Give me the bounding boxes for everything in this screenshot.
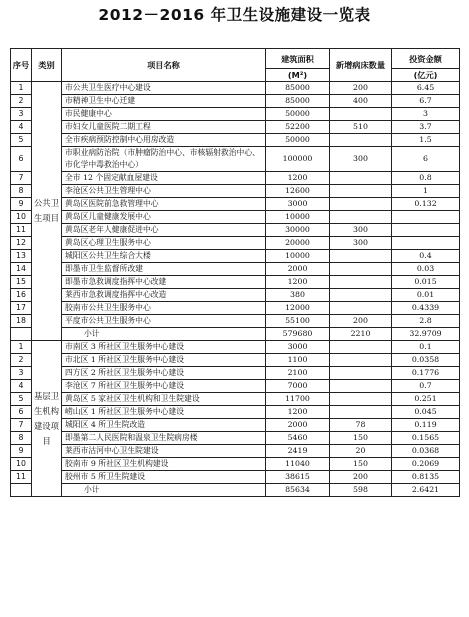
row-invest: 0.8135	[392, 471, 460, 484]
header-seq: 序号	[11, 49, 32, 82]
header-invest: 投资金额	[392, 49, 460, 69]
row-beds: 200	[330, 82, 392, 95]
row-area: 3000	[266, 198, 330, 211]
row-area: 1200	[266, 406, 330, 419]
subtotal-beds: 2210	[330, 328, 392, 341]
row-invest: 0.4	[392, 250, 460, 263]
row-seq: 4	[11, 121, 32, 134]
row-invest: 6.7	[392, 95, 460, 108]
row-invest: 6	[392, 147, 460, 172]
table-row	[11, 302, 460, 315]
row-area: 5460	[266, 432, 330, 445]
table-row	[11, 250, 460, 263]
row-seq: 18	[11, 315, 32, 328]
row-seq: 9	[11, 198, 32, 211]
row-area: 7000	[266, 380, 330, 393]
row-seq: 7	[11, 419, 32, 432]
header-area-unit: (M²)	[266, 69, 330, 82]
row-seq: 4	[11, 380, 32, 393]
table-row	[11, 121, 460, 134]
row-beds: 400	[330, 95, 392, 108]
row-area: 38615	[266, 471, 330, 484]
row-project-name: 胶南市 9 所社区卫生机构建设	[62, 458, 266, 471]
row-seq: 6	[11, 406, 32, 419]
row-project-name: 即墨市急救调度指挥中心改建	[62, 276, 266, 289]
row-area: 380	[266, 289, 330, 302]
table-row	[11, 289, 460, 302]
row-project-name: 胶南市公共卫生服务中心	[62, 302, 266, 315]
subtotal-label: 小计	[62, 484, 266, 497]
row-beds: 300	[330, 237, 392, 250]
row-area: 50000	[266, 134, 330, 147]
row-invest: 0.1776	[392, 367, 460, 380]
subtotal-invest: 32.9709	[392, 328, 460, 341]
table-row	[11, 458, 460, 471]
row-invest: 0.8	[392, 172, 460, 185]
table-row	[11, 315, 460, 328]
table-row	[11, 172, 460, 185]
row-project-name: 莱西市急救调度指挥中心改造	[62, 289, 266, 302]
row-beds	[330, 250, 392, 263]
table-row	[11, 471, 460, 484]
table-row	[11, 198, 460, 211]
table-row	[11, 354, 460, 367]
row-area: 2419	[266, 445, 330, 458]
row-seq: 9	[11, 445, 32, 458]
row-seq: 15	[11, 276, 32, 289]
row-beds: 20	[330, 445, 392, 458]
table-row	[11, 341, 460, 354]
row-beds	[330, 172, 392, 185]
row-invest: 0.1565	[392, 432, 460, 445]
row-beds	[330, 367, 392, 380]
row-seq: 1	[11, 82, 32, 95]
row-beds	[330, 393, 392, 406]
row-seq: 5	[11, 393, 32, 406]
row-beds	[330, 134, 392, 147]
row-area: 55100	[266, 315, 330, 328]
row-project-name: 市北区 1 所社区卫生服务中心建设	[62, 354, 266, 367]
row-invest: 0.015	[392, 276, 460, 289]
table-row	[11, 147, 460, 172]
row-project-name: 黄岛区老年人健康促进中心	[62, 224, 266, 237]
row-seq: 5	[11, 134, 32, 147]
row-project-name: 平度市公共卫生服务中心	[62, 315, 266, 328]
row-area: 2000	[266, 419, 330, 432]
row-seq: 17	[11, 302, 32, 315]
row-beds: 78	[330, 419, 392, 432]
table-row	[11, 185, 460, 198]
table-row	[11, 445, 460, 458]
row-seq: 8	[11, 185, 32, 198]
row-project-name: 胶州市 5 所卫生院建设	[62, 471, 266, 484]
row-project-name: 李沧区公共卫生管理中心	[62, 185, 266, 198]
row-project-name: 莱西市沽河中心卫生院建设	[62, 445, 266, 458]
row-project-name: 市南区 3 所社区卫生服务中心建设	[62, 341, 266, 354]
row-area: 100000	[266, 147, 330, 172]
row-seq: 12	[11, 237, 32, 250]
row-invest: 2.8	[392, 315, 460, 328]
table-row	[11, 419, 460, 432]
row-invest: 0.045	[392, 406, 460, 419]
subtotal-seq	[11, 328, 32, 341]
row-project-name: 城阳区 4 所卫生院改造	[62, 419, 266, 432]
table-row	[11, 82, 460, 95]
row-invest: 0.0368	[392, 445, 460, 458]
row-project-name: 市妇女儿童医院二期工程	[62, 121, 266, 134]
row-project-name: 黄岛区心理卫生服务中心	[62, 237, 266, 250]
row-beds	[330, 108, 392, 121]
subtotal-seq	[11, 484, 32, 497]
row-project-name: 李沧区 7 所社区卫生服务中心建设	[62, 380, 266, 393]
header-area: 建筑面积	[266, 49, 330, 69]
row-invest: 0.251	[392, 393, 460, 406]
row-area: 12600	[266, 185, 330, 198]
row-invest	[392, 224, 460, 237]
row-project-name: 市精神卫生中心迁建	[62, 95, 266, 108]
row-seq: 10	[11, 458, 32, 471]
row-project-name: 全市 12 个固定献血屋建设	[62, 172, 266, 185]
table-row	[11, 406, 460, 419]
row-invest: 6.45	[392, 82, 460, 95]
row-project-name: 崂山区 1 所社区卫生服务中心建设	[62, 406, 266, 419]
row-project-name: 市公共卫生医疗中心建设	[62, 82, 266, 95]
row-invest: 0.1	[392, 341, 460, 354]
row-beds	[330, 380, 392, 393]
row-invest: 0.2069	[392, 458, 460, 471]
facilities-table	[10, 48, 460, 497]
row-invest: 0.4339	[392, 302, 460, 315]
row-beds	[330, 276, 392, 289]
row-beds	[330, 185, 392, 198]
row-area: 2100	[266, 367, 330, 380]
row-seq: 16	[11, 289, 32, 302]
row-beds	[330, 263, 392, 276]
row-beds: 150	[330, 458, 392, 471]
row-seq: 13	[11, 250, 32, 263]
row-invest: 1	[392, 185, 460, 198]
row-project-name: 黄岛区医院前急救管理中心	[62, 198, 266, 211]
row-area: 52200	[266, 121, 330, 134]
row-beds	[330, 406, 392, 419]
subtotal-row	[11, 328, 460, 341]
row-beds: 200	[330, 471, 392, 484]
row-invest: 3	[392, 108, 460, 121]
row-seq: 11	[11, 224, 32, 237]
row-invest	[392, 211, 460, 224]
row-beds	[330, 354, 392, 367]
row-project-name: 全市疾病预防控制中心用房改造	[62, 134, 266, 147]
row-invest: 0.132	[392, 198, 460, 211]
header-category: 类别	[32, 49, 62, 82]
row-seq: 3	[11, 367, 32, 380]
subtotal-row	[11, 484, 460, 497]
table-row	[11, 367, 460, 380]
row-project-name: 城阳区公共卫生综合大楼	[62, 250, 266, 263]
row-area: 20000	[266, 237, 330, 250]
row-seq: 6	[11, 147, 32, 172]
category-cell: 基层卫生机构建设项目	[32, 341, 62, 497]
row-project-name: 四方区 2 所社区卫生服务中心建设	[62, 367, 266, 380]
page-title: 2012－2016 年卫生设施建设一览表	[98, 6, 371, 24]
row-invest: 0.03	[392, 263, 460, 276]
row-project-name: 即墨第二人民医院和温泉卫生院病房楼	[62, 432, 266, 445]
row-seq: 11	[11, 471, 32, 484]
row-beds: 200	[330, 315, 392, 328]
header-beds	[330, 49, 392, 82]
row-area: 85000	[266, 82, 330, 95]
row-area: 30000	[266, 224, 330, 237]
row-beds: 300	[330, 147, 392, 172]
table-row	[11, 134, 460, 147]
row-invest: 1.5	[392, 134, 460, 147]
row-area: 11700	[266, 393, 330, 406]
row-area: 2000	[266, 263, 330, 276]
category-cell: 公共卫生项目	[32, 82, 62, 341]
row-area: 3000	[266, 341, 330, 354]
table-row	[11, 211, 460, 224]
table-row	[11, 224, 460, 237]
row-project-name: 黄岛区儿童健康发展中心	[62, 211, 266, 224]
row-invest: 0.7	[392, 380, 460, 393]
row-project-name: 即墨市卫生监督所改建	[62, 263, 266, 276]
row-area: 1200	[266, 172, 330, 185]
table-row	[11, 263, 460, 276]
row-area: 11040	[266, 458, 330, 471]
table-body	[11, 82, 460, 497]
row-project-name: 市职业病防治院（市肿瘤防治中心、市核辐射救治中心、市化学中毒救治中心）	[62, 147, 266, 172]
row-area: 12000	[266, 302, 330, 315]
row-area: 10000	[266, 211, 330, 224]
header-beds-label: 新增病床数量	[335, 59, 386, 70]
row-seq: 2	[11, 354, 32, 367]
subtotal-area: 579680	[266, 328, 330, 341]
table-row	[11, 95, 460, 108]
row-seq: 14	[11, 263, 32, 276]
row-seq: 8	[11, 432, 32, 445]
row-seq: 2	[11, 95, 32, 108]
row-area: 1200	[266, 276, 330, 289]
table-row	[11, 432, 460, 445]
row-area: 85000	[266, 95, 330, 108]
row-seq: 10	[11, 211, 32, 224]
row-beds: 150	[330, 432, 392, 445]
row-invest: 0.119	[392, 419, 460, 432]
row-beds: 300	[330, 224, 392, 237]
row-area: 1100	[266, 354, 330, 367]
subtotal-area: 85634	[266, 484, 330, 497]
table-row	[11, 393, 460, 406]
row-invest: 0.01	[392, 289, 460, 302]
row-invest: 0.0358	[392, 354, 460, 367]
row-project-name: 黄岛区 5 家社区卫生机构和卫生院建设	[62, 393, 266, 406]
table-row	[11, 276, 460, 289]
subtotal-beds: 598	[330, 484, 392, 497]
row-beds	[330, 341, 392, 354]
row-area: 50000	[266, 108, 330, 121]
row-seq: 7	[11, 172, 32, 185]
row-invest	[392, 237, 460, 250]
row-invest: 3.7	[392, 121, 460, 134]
row-beds	[330, 198, 392, 211]
row-beds: 510	[330, 121, 392, 134]
row-beds	[330, 289, 392, 302]
row-seq: 1	[11, 341, 32, 354]
table-row	[11, 108, 460, 121]
row-area: 10000	[266, 250, 330, 263]
row-project-name: 市民健康中心	[62, 108, 266, 121]
subtotal-invest: 2.6421	[392, 484, 460, 497]
header-invest-unit: (亿元)	[392, 69, 460, 82]
table-row	[11, 237, 460, 250]
header-project: 项目名称	[62, 49, 266, 82]
row-beds	[330, 211, 392, 224]
subtotal-label: 小计	[62, 328, 266, 341]
row-seq: 3	[11, 108, 32, 121]
row-beds	[330, 302, 392, 315]
table-row	[11, 380, 460, 393]
